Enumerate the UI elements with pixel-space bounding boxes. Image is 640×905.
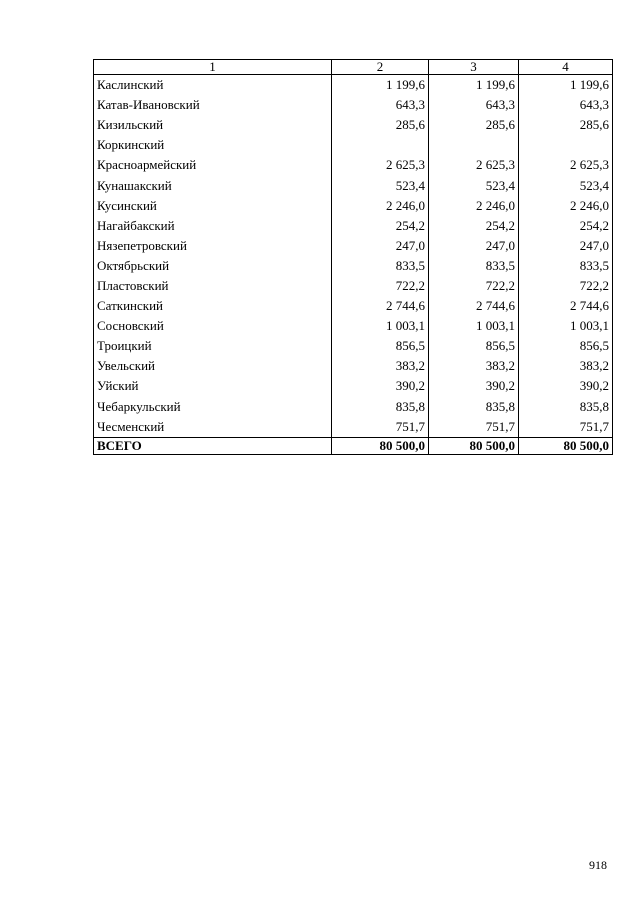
value-cell-col2: 390,2 bbox=[332, 376, 429, 396]
column-header-4: 4 bbox=[519, 60, 613, 75]
value-cell-col4: 856,5 bbox=[519, 336, 613, 356]
district-name: Чесменский bbox=[94, 417, 332, 438]
district-name: Нагайбакский bbox=[94, 216, 332, 236]
value-cell-col3: 1 199,6 bbox=[429, 75, 519, 96]
value-cell-col3: 835,8 bbox=[429, 397, 519, 417]
table-row bbox=[94, 155, 613, 175]
value-cell-col4: 2 625,3 bbox=[519, 155, 613, 175]
value-cell-col2: 1 199,6 bbox=[332, 75, 429, 96]
value-cell-col2: 643,3 bbox=[332, 95, 429, 115]
value-cell-col2: 523,4 bbox=[332, 175, 429, 195]
value-cell-col3: 254,2 bbox=[429, 216, 519, 236]
value-cell-col4: 523,4 bbox=[519, 175, 613, 195]
district-name: Чебаркульский bbox=[94, 397, 332, 417]
value-cell-col3: 643,3 bbox=[429, 95, 519, 115]
total-value-col3: 80 500,0 bbox=[429, 437, 519, 454]
table-row bbox=[94, 115, 613, 135]
value-cell-col4: 833,5 bbox=[519, 256, 613, 276]
total-label: ВСЕГО bbox=[94, 437, 332, 454]
district-name: Саткинский bbox=[94, 296, 332, 316]
value-cell-col2: 383,2 bbox=[332, 356, 429, 376]
total-value-col2: 80 500,0 bbox=[332, 437, 429, 454]
district-name: Кусинский bbox=[94, 196, 332, 216]
value-cell-col3: 2 246,0 bbox=[429, 196, 519, 216]
value-cell-col4: 835,8 bbox=[519, 397, 613, 417]
value-cell-col2: 247,0 bbox=[332, 236, 429, 256]
district-name: Октябрьский bbox=[94, 256, 332, 276]
value-cell-col2: 254,2 bbox=[332, 216, 429, 236]
value-cell-col4: 1 003,1 bbox=[519, 316, 613, 336]
table-row bbox=[94, 135, 613, 155]
value-cell-col4: 751,7 bbox=[519, 417, 613, 438]
total-row bbox=[94, 437, 613, 454]
value-cell-col4: 285,6 bbox=[519, 115, 613, 135]
value-cell-col3: 722,2 bbox=[429, 276, 519, 296]
table-row bbox=[94, 216, 613, 236]
data-table bbox=[93, 59, 613, 455]
value-cell-col3: 247,0 bbox=[429, 236, 519, 256]
value-cell-col3: 2 625,3 bbox=[429, 155, 519, 175]
value-cell-col3: 390,2 bbox=[429, 376, 519, 396]
header-row bbox=[94, 60, 613, 75]
column-header-2: 2 bbox=[332, 60, 429, 75]
value-cell-col4: 2 744,6 bbox=[519, 296, 613, 316]
table-row bbox=[94, 75, 613, 96]
value-cell-col3: 383,2 bbox=[429, 356, 519, 376]
value-cell-col4: 2 246,0 bbox=[519, 196, 613, 216]
table-row bbox=[94, 316, 613, 336]
value-cell-col2: 285,6 bbox=[332, 115, 429, 135]
value-cell-col2: 2 744,6 bbox=[332, 296, 429, 316]
table-row bbox=[94, 417, 613, 438]
table-row bbox=[94, 256, 613, 276]
table-body bbox=[94, 75, 613, 455]
value-cell-col2: 2 246,0 bbox=[332, 196, 429, 216]
district-name: Красноармейский bbox=[94, 155, 332, 175]
value-cell-col4: 390,2 bbox=[519, 376, 613, 396]
value-cell-col4: 722,2 bbox=[519, 276, 613, 296]
district-name: Кунашакский bbox=[94, 175, 332, 195]
value-cell-col4: 643,3 bbox=[519, 95, 613, 115]
table-row bbox=[94, 336, 613, 356]
value-cell-col2 bbox=[332, 135, 429, 155]
total-value-col4: 80 500,0 bbox=[519, 437, 613, 454]
value-cell-col2: 856,5 bbox=[332, 336, 429, 356]
district-name: Каслинский bbox=[94, 75, 332, 96]
table-row bbox=[94, 356, 613, 376]
value-cell-col3: 856,5 bbox=[429, 336, 519, 356]
district-name: Пластовский bbox=[94, 276, 332, 296]
value-cell-col2: 722,2 bbox=[332, 276, 429, 296]
value-cell-col2: 751,7 bbox=[332, 417, 429, 438]
value-cell-col2: 2 625,3 bbox=[332, 155, 429, 175]
table-row bbox=[94, 276, 613, 296]
value-cell-col3: 523,4 bbox=[429, 175, 519, 195]
district-name: Сосновский bbox=[94, 316, 332, 336]
value-cell-col2: 835,8 bbox=[332, 397, 429, 417]
value-cell-col4: 254,2 bbox=[519, 216, 613, 236]
value-cell-col3: 2 744,6 bbox=[429, 296, 519, 316]
district-name: Уйский bbox=[94, 376, 332, 396]
district-name: Увельский bbox=[94, 356, 332, 376]
district-name: Троицкий bbox=[94, 336, 332, 356]
value-cell-col3: 1 003,1 bbox=[429, 316, 519, 336]
value-cell-col3: 833,5 bbox=[429, 256, 519, 276]
value-cell-col3: 285,6 bbox=[429, 115, 519, 135]
table-row bbox=[94, 95, 613, 115]
value-cell-col4: 1 199,6 bbox=[519, 75, 613, 96]
table-row bbox=[94, 296, 613, 316]
district-name: Нязепетровский bbox=[94, 236, 332, 256]
table-row bbox=[94, 397, 613, 417]
value-cell-col4 bbox=[519, 135, 613, 155]
value-cell-col4: 247,0 bbox=[519, 236, 613, 256]
table-row bbox=[94, 236, 613, 256]
district-name: Коркинский bbox=[94, 135, 332, 155]
value-cell-col3 bbox=[429, 135, 519, 155]
value-cell-col4: 383,2 bbox=[519, 356, 613, 376]
column-header-1: 1 bbox=[94, 60, 332, 75]
page-number: 918 bbox=[589, 858, 607, 872]
district-name: Катав-Ивановский bbox=[94, 95, 332, 115]
value-cell-col3: 751,7 bbox=[429, 417, 519, 438]
table-row bbox=[94, 196, 613, 216]
column-header-3: 3 bbox=[429, 60, 519, 75]
value-cell-col2: 833,5 bbox=[332, 256, 429, 276]
table-row bbox=[94, 376, 613, 396]
value-cell-col2: 1 003,1 bbox=[332, 316, 429, 336]
district-name: Кизильский bbox=[94, 115, 332, 135]
table-row bbox=[94, 175, 613, 195]
